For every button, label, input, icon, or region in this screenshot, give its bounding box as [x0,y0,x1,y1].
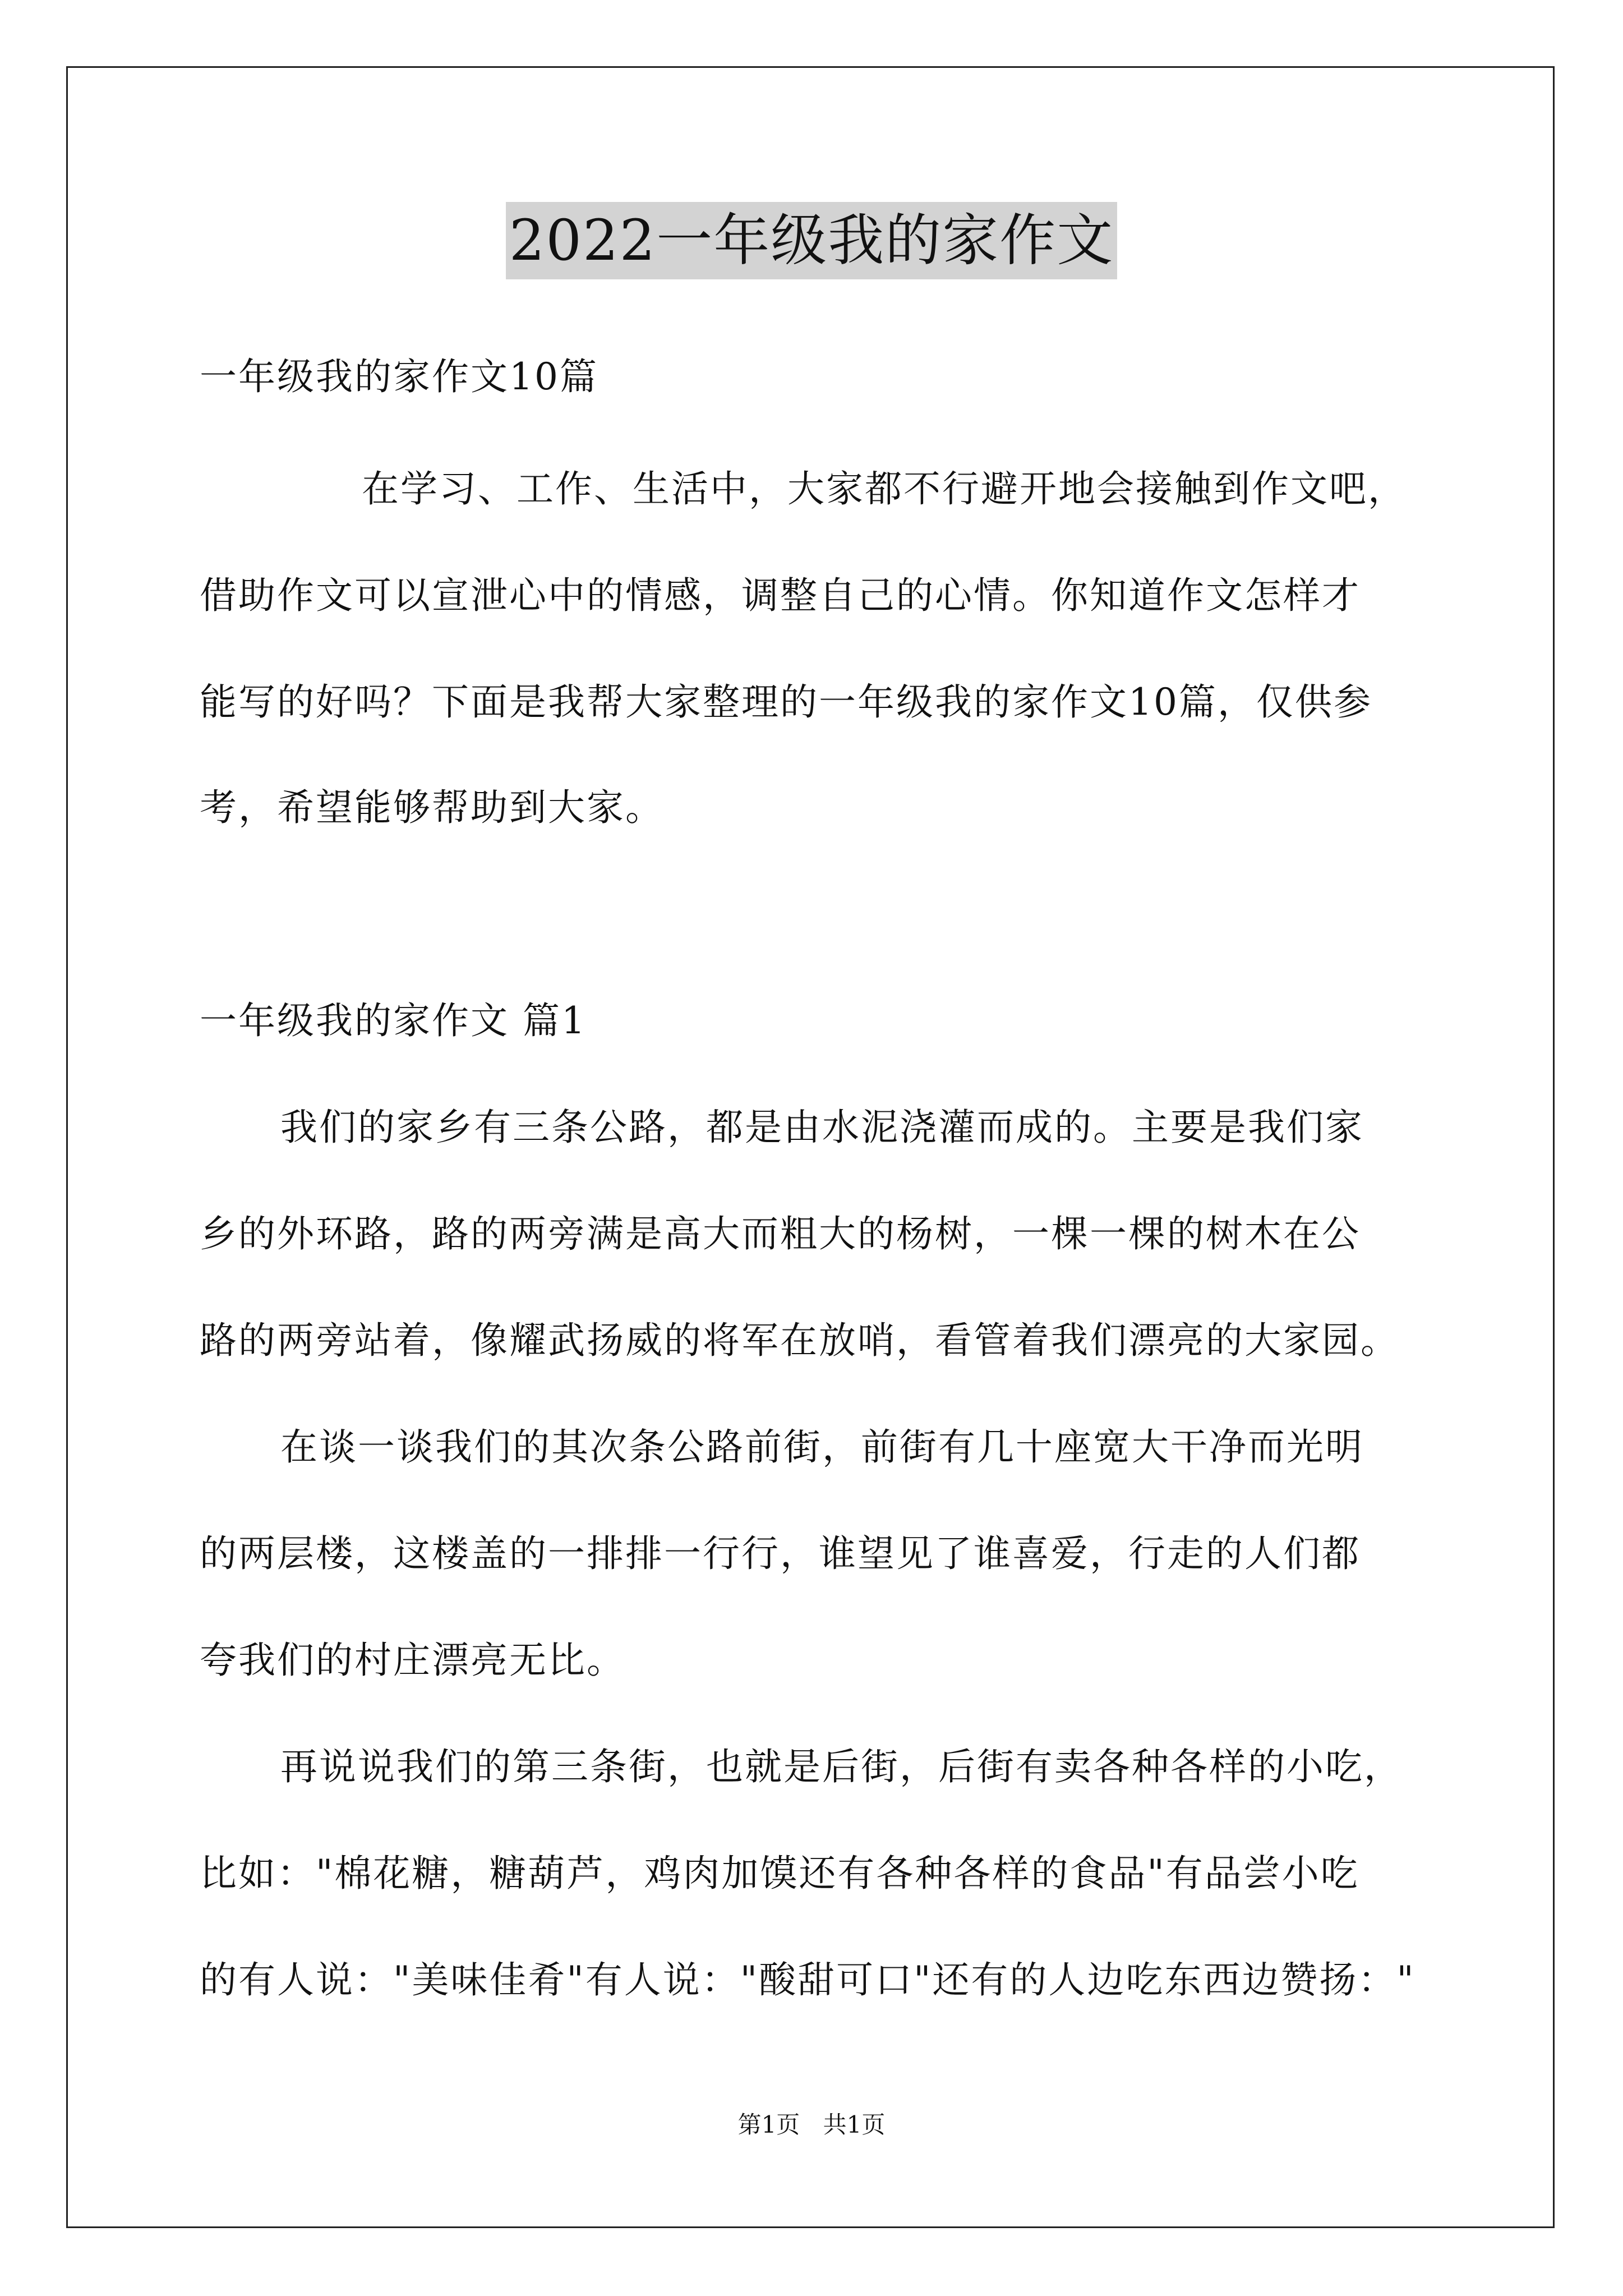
intro-line: 考，希望能够帮助到大家。 [200,786,664,829]
page-number: 第1页 [737,2111,800,2138]
body-line: 在谈一谈我们的其次条公路前街，前街有几十座宽大干净而光明 [280,1425,1364,1469]
body-line: 我们的家乡有三条公路，都是由水泥浇灌而成的。主要是我们家 [280,1106,1364,1149]
title-wrapper [0,202,1623,279]
page-total: 共1页 [823,2111,886,2138]
body-line: 的有人说："美味佳肴"有人说："酸甜可口"还有的人边吃东西边赞扬：" [200,1958,1415,2001]
section-heading: 一年级我的家作文 篇1 [200,999,587,1042]
body-line: 乡的外环路，路的两旁满是高大而粗大的杨树，一棵一棵的树木在公 [200,1212,1361,1255]
body-line: 比如："棉花糖，糖葫芦，鸡肉加馍还有各种各样的食品"有品尝小吃 [200,1852,1359,1895]
intro-line: 能写的好吗？下面是我帮大家整理的一年级我的家作文10篇，仅供参 [200,680,1372,724]
body-line: 的两层楼，这楼盖的一排排一行行，谁望见了谁喜爱，行走的人们都 [200,1532,1361,1575]
intro-line: 借助作文可以宣泄心中的情感，调整自己的心情。你知道作文怎样才 [200,574,1361,617]
document-subtitle: 一年级我的家作文10篇 [200,355,598,398]
page-footer [0,2109,1623,2141]
body-line: 夸我们的村庄漂亮无比。 [200,1639,625,1682]
body-line: 路的两旁站着，像耀武扬威的将军在放哨，看管着我们漂亮的大家园。 [200,1319,1399,1362]
intro-line: 在学习、工作、生活中，大家都不行避开地会接触到作文吧， [362,467,1407,510]
document-title: 2022一年级我的家作文 [506,202,1118,279]
body-line: 再说说我们的第三条街，也就是后街，后街有卖各种各样的小吃， [280,1745,1403,1788]
